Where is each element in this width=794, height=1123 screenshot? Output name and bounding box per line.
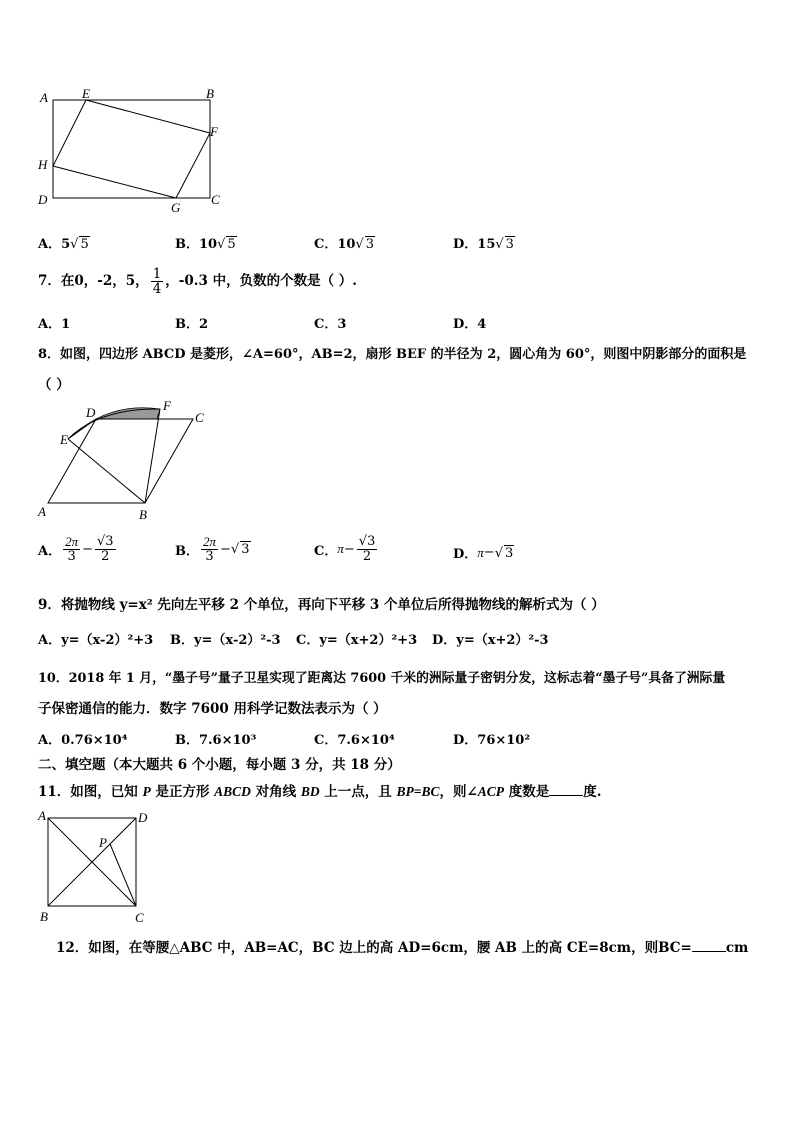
q7-option-a: A．1: [38, 317, 71, 332]
q10-option-b: B．7.6×10³: [175, 733, 257, 748]
q6-option-a: A．5√ 5: [38, 237, 89, 252]
fig6-label-a: A: [40, 90, 48, 105]
fig11-label-c: C: [135, 910, 144, 925]
fig11-label-a: A: [38, 808, 46, 823]
fig8-label-e: E: [60, 432, 68, 447]
q9-option-d: D．y=（x+2）²-3: [432, 633, 549, 648]
q9-option-c: C．y=（x+2）²+3: [296, 633, 418, 648]
q8-option-a: A． $\frac{2\pi}{3}$ − $\frac{√3}{2}$: [38, 534, 114, 564]
q7-stem: 7．在0，-2，5， $\frac{1}{4}$ ，-0.3 中，负数的个数是（ ）.: [38, 266, 357, 298]
fig11-label-d: D: [138, 810, 148, 825]
fig6-label-b: B: [206, 86, 214, 101]
fig8-label-d: D: [86, 405, 96, 420]
q10-option-c: C．7.6×10⁴: [314, 733, 395, 748]
fig8-label-c: C: [195, 410, 204, 425]
q11-stem: 11．如图，已知 P 是正方形 ABCD 对角线 BD 上一点，且 BP=BC，则∠ACP 度数是 度.: [38, 784, 602, 800]
q9-option-b: B．y=（x-2）²-3: [170, 633, 281, 648]
fig8-label-f: F: [163, 398, 171, 413]
fig8-label-b: B: [139, 507, 147, 522]
q7-option-c: C．3: [314, 317, 347, 332]
fig6-label-g: G: [171, 200, 181, 215]
fig6-label-d: D: [38, 192, 48, 207]
fig11-label-p: P: [99, 835, 107, 850]
q6-option-c: C．10√ 3: [314, 237, 375, 252]
fig6-label-c: C: [211, 192, 220, 207]
q8-option-d: D． π − √ 3: [453, 544, 514, 562]
q12-answer-blank: [692, 951, 726, 952]
q7-option-d: D．4: [453, 317, 487, 332]
q8-option-b: B． $\frac{2\pi}{3}$ − √ 3: [175, 534, 250, 564]
q12-stem: 12．如图，在等腰△ABC 中，AB=AC，BC 边上的高 AD=6cm，腰 AB 上的高 CE=8cm，则BC= cm: [56, 940, 749, 956]
fig6-label-f: F: [210, 124, 218, 139]
q10-stem-line1: 10．2018 年 1 月，“墨子号”量子卫星实现了距离达 7600 千米的洲际量子密钥分发，这标志着“墨子号”具备了洲际量: [38, 671, 726, 686]
q7-fraction: $\frac{1}{4}$: [152, 266, 162, 298]
q9-stem: 9．将抛物线 y=x² 先向左平移 2 个单位，再向下平移 3 个单位后所得抛物线的解析式为（ ）: [38, 597, 605, 613]
q6-option-b: B．10√ 5: [175, 237, 236, 252]
fig11-label-b: B: [40, 909, 48, 924]
q6-option-d: D．15√ 3: [453, 237, 514, 252]
q10-stem-line2: 子保密通信的能力．数字 7600 用科学记数法表示为（ ）: [38, 701, 387, 717]
q10-option-a: A．0.76×10⁴: [38, 733, 128, 748]
q8-stem-line2: （ ）: [38, 377, 70, 393]
q10-option-d: D．76×10²: [453, 733, 531, 748]
q9-option-a: A．y=（x-2）²+3: [38, 633, 154, 648]
q7-option-b: B．2: [175, 317, 209, 332]
fig8-label-a: A: [38, 504, 46, 519]
section-2-title: 二、填空题（本大题共 6 个小题，每小题 3 分，共 18 分）: [38, 757, 401, 773]
line-cp: [110, 844, 136, 906]
fig6-label-e: E: [82, 86, 90, 101]
q8-stem-line1: 8．如图，四边形 ABCD 是菱形，∠A=60°，AB=2，扇形 BEF 的半径为 2，圆心角为 60°，则图中阴影部分的面积是: [38, 347, 747, 362]
q8-option-c: C． π − $\frac{√3}{2}$: [314, 534, 376, 564]
fig6-label-h: H: [38, 157, 48, 172]
